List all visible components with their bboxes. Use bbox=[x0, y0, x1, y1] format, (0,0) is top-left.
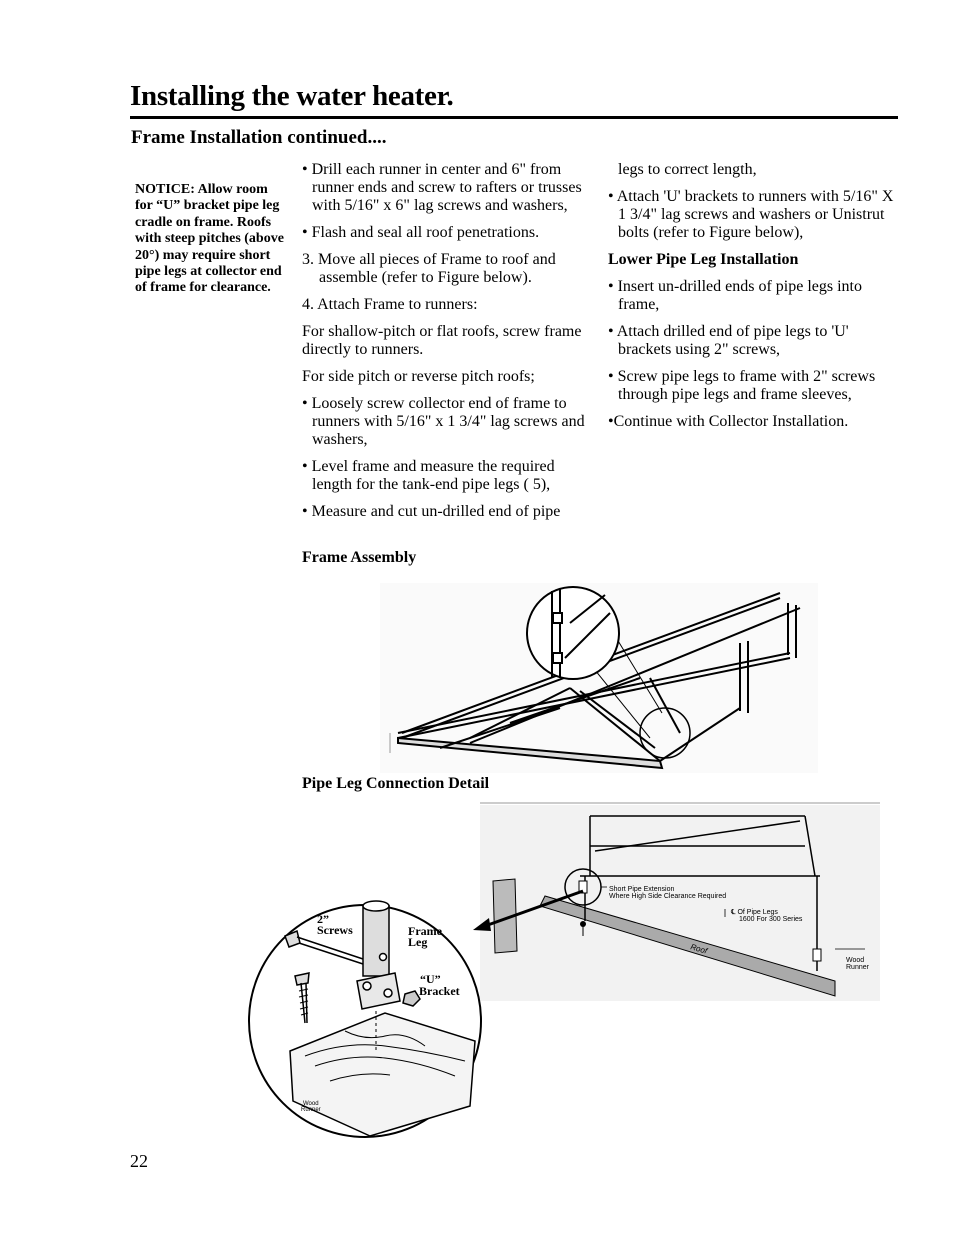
pipe-legs-label-1: ℄ Of Pipe Legs bbox=[731, 909, 778, 916]
wood-runner-circle-1: Wood bbox=[303, 1101, 319, 1107]
wood-runner-right-1: Wood bbox=[846, 957, 865, 964]
notice-text: NOTICE: Allow room for “U” bracket pipe leg cradle on frame. Roofs with steep pitches (above 20°) may require short pipe legs at collector end of frame for clearance. bbox=[135, 182, 284, 296]
frame-assembly-figure bbox=[380, 583, 818, 773]
frame-label: Frame bbox=[408, 924, 442, 938]
short-pipe-label-2: Where High Side Clearance Required bbox=[609, 893, 727, 900]
step-drill-runner: • Drill each runner in center and 6" from runner ends and screw to rafters or trusses with 5/16" x 6" lag screws and washers, bbox=[302, 161, 582, 214]
section-subtitle: Frame Installation continued.... bbox=[131, 127, 387, 148]
step-screw-legs: • Screw pipe legs to frame with 2" screws through pipe legs and frame sleeves, bbox=[608, 368, 876, 403]
step-continue: •Continue with Collector Installation. bbox=[608, 413, 849, 430]
step-insert-legs: • Insert un-drilled ends of pipe legs into frame, bbox=[608, 278, 862, 313]
wood-runner-right-2: Runner bbox=[846, 964, 869, 971]
bracket-label: Bracket bbox=[419, 984, 460, 998]
pipe-leg-detail-figure bbox=[245, 801, 880, 1141]
page-title: Installing the water heater. bbox=[130, 80, 454, 112]
screws-label: Screws bbox=[317, 923, 353, 937]
legs-continued: legs to correct length, bbox=[618, 161, 757, 178]
step-attach-brackets: • Attach 'U' brackets to runners with 5/16" X 1 3/4" lag screws and washers or Unistrut bolts (refer to Figure below), bbox=[608, 188, 894, 241]
step-3-move-frame: 3. Move all pieces of Frame to roof and assemble (refer to Figure below). bbox=[302, 251, 556, 286]
step-4-attach-frame: 4. Attach Frame to runners: bbox=[302, 296, 478, 313]
screws-qty-label: 2” bbox=[317, 912, 329, 926]
pipe-legs-label-2: 1600 For 300 Series bbox=[739, 916, 803, 923]
step-loosely-screw: • Loosely screw collector end of frame to runners with 5/16" x 1 3/4" lag screws and washers, bbox=[302, 395, 585, 448]
shallow-pitch-text: For shallow-pitch or flat roofs, screw frame directly to runners. bbox=[302, 323, 582, 358]
side-pitch-text: For side pitch or reverse pitch roofs; bbox=[302, 368, 535, 385]
step-attach-drilled-end: • Attach drilled end of pipe legs to 'U' brackets using 2" screws, bbox=[608, 323, 849, 358]
wood-runner-circle-2: Runner bbox=[301, 1107, 321, 1113]
leg-label: Leg bbox=[408, 935, 428, 949]
title-rule bbox=[130, 116, 898, 119]
step-level-frame: • Level frame and measure the required length for the tank-end pipe legs ( 5), bbox=[302, 458, 555, 493]
step-flash-seal: • Flash and seal all roof penetrations. bbox=[302, 224, 540, 241]
pipe-leg-detail-caption: Pipe Leg Connection Detail bbox=[302, 775, 490, 792]
u-quote-label: “U” bbox=[420, 972, 441, 986]
frame-assembly-caption: Frame Assembly bbox=[302, 549, 417, 566]
text-column-2 bbox=[608, 161, 898, 440]
step-measure-cut: • Measure and cut un-drilled end of pipe bbox=[302, 503, 561, 520]
short-pipe-label-1: Short Pipe Extension bbox=[609, 886, 675, 893]
roof-label: Roof bbox=[689, 942, 709, 956]
lower-pipe-leg-heading: Lower Pipe Leg Installation bbox=[608, 251, 799, 268]
page-number: 22 bbox=[130, 1151, 148, 1171]
text-column-1 bbox=[302, 161, 594, 530]
